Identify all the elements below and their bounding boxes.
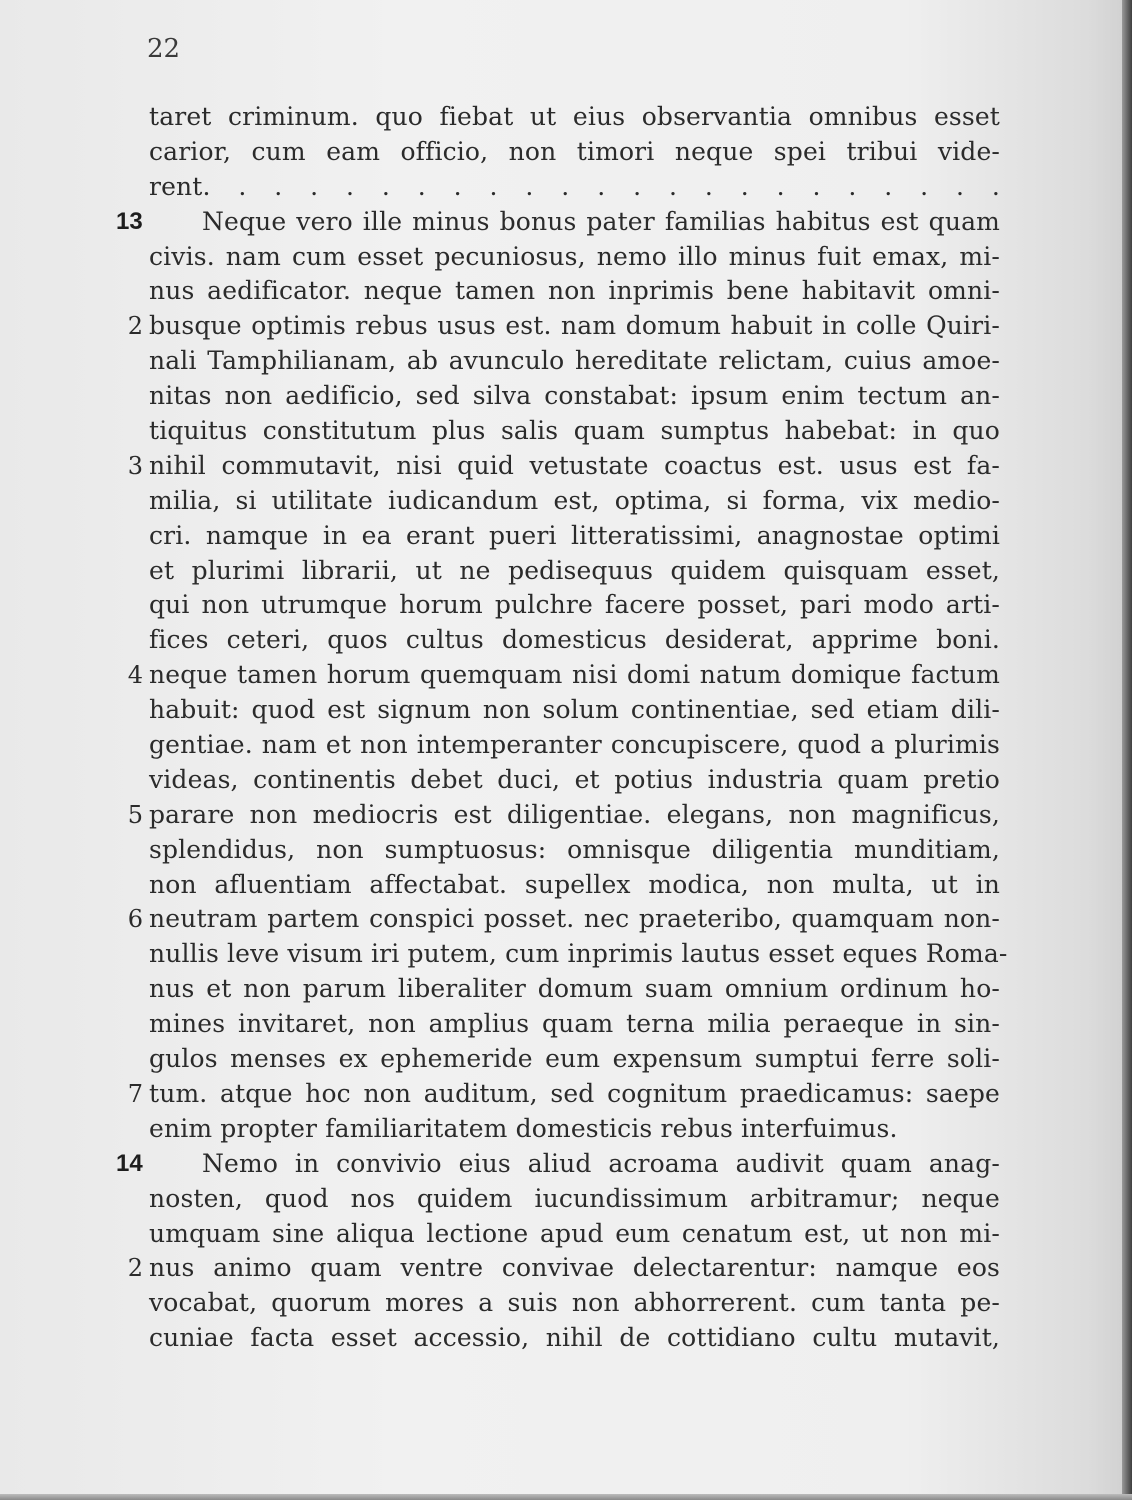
text-line bbox=[0, 1042, 1132, 1077]
line-text: parare non mediocris est diligentiae. elegans, non magnificus, bbox=[149, 799, 1000, 829]
line-text: qui non utrumque horum pulchre facere posset, pari modo arti- bbox=[149, 590, 1000, 620]
line-text: non afluentiam affectabat. supellex modica, non multa, ut in bbox=[149, 869, 1000, 899]
text-line bbox=[0, 205, 1132, 240]
text-line bbox=[0, 1251, 1132, 1286]
line-text: gulos menses ex ephemeride eum expensum sumptui ferre soli- bbox=[149, 1044, 1000, 1074]
line-text: busque optimis rebus usus est. nam domum habuit in colle Quiri- bbox=[149, 311, 1000, 341]
text-line bbox=[0, 484, 1132, 519]
line-text: nosten, quod nos quidem iucundissimum arbitramur; neque bbox=[149, 1183, 1000, 1213]
line-text: habuit: quod est signum non solum continentiae, sed etiam dili- bbox=[149, 695, 1000, 725]
line-text: nullis leve visum iri putem, cum inprimis lautus esset eques Roma- bbox=[149, 939, 1008, 969]
section-number: 7 bbox=[127, 1079, 143, 1108]
text-line bbox=[0, 240, 1132, 275]
line-text: neutram partem conspici posset. nec praeteribo, quamquam non- bbox=[149, 904, 1000, 934]
text-line bbox=[0, 554, 1132, 589]
line-text: nitas non aedificio, sed silva constabat: ipsum enim tectum an- bbox=[149, 381, 1000, 411]
page-number: 22 bbox=[147, 34, 181, 64]
text-line bbox=[0, 1112, 1132, 1147]
chapter-number: 13 bbox=[116, 207, 143, 235]
line-text: tum. atque hoc non auditum, sed cognitum praedicamus: saepe bbox=[149, 1078, 1000, 1108]
line-text: taret criminum. quo fiebat ut eius observantia omnibus esset bbox=[149, 102, 1000, 131]
text-line bbox=[0, 1147, 1132, 1182]
line-text: Nemo in convivio eius aliud acroama audivit quam anag- bbox=[202, 1148, 1000, 1178]
line-text: et plurimi librarii, ut ne pedisequus quidem quisquam esset, bbox=[149, 555, 1000, 585]
page-bottom-edge bbox=[0, 1494, 1132, 1500]
text-line bbox=[0, 1321, 1132, 1356]
section-number: 5 bbox=[127, 800, 143, 829]
line-text: umquam sine aliqua lectione apud eum cenatum est, ut non mi- bbox=[149, 1218, 1000, 1248]
section-number: 3 bbox=[127, 451, 143, 480]
text-line bbox=[0, 1182, 1132, 1217]
line-text: nali Tamphilianam, ab avunculo hereditate relictam, cuius amoe- bbox=[149, 346, 1000, 376]
line-text: cri. namque in ea erant pueri litteratissimi, anagnostae optimi bbox=[149, 520, 1000, 550]
text-line bbox=[0, 763, 1132, 798]
line-text: tiquitus constitutum plus salis quam sumptus habebat: in quo bbox=[149, 416, 1000, 446]
text-line bbox=[0, 623, 1132, 658]
text-line bbox=[0, 1217, 1132, 1252]
line-text: gentiae. nam et non intemperanter concupiscere, quod a plurimis bbox=[149, 730, 1000, 760]
section-number: 4 bbox=[127, 661, 143, 690]
text-line bbox=[0, 798, 1132, 833]
text-line bbox=[0, 379, 1132, 414]
text-line bbox=[0, 868, 1132, 903]
section-number: 2 bbox=[127, 1254, 143, 1283]
body-text bbox=[0, 100, 1132, 1356]
line-text: nus aedificator. neque tamen non inprimis bene habitavit omni- bbox=[149, 276, 1000, 306]
text-line bbox=[0, 728, 1132, 763]
text-line bbox=[0, 693, 1132, 728]
text-line bbox=[0, 1286, 1132, 1321]
line-text: splendidus, non sumptuosus: omnisque diligentia munditiam, bbox=[149, 834, 1000, 864]
line-text: carior, cum eam officio, non timori neque spei tribui vide- bbox=[149, 136, 1000, 166]
text-line bbox=[0, 135, 1132, 170]
line-text: vocabat, quorum mores a suis non abhorrerent. cum tanta pe- bbox=[149, 1288, 1000, 1318]
text-line bbox=[0, 972, 1132, 1007]
line-text: nus animo quam ventre convivae delectarentur: namque eos bbox=[149, 1253, 1000, 1283]
text-line bbox=[0, 519, 1132, 554]
text-line bbox=[0, 414, 1132, 449]
line-text: enim propter familiaritatem domesticis rebus interfuimus. bbox=[149, 1113, 898, 1143]
line-text: rent. . . . . . . . . . . . . . . . . . . . . . . bbox=[149, 171, 1000, 201]
line-text: civis. nam cum esset pecuniosus, nemo illo minus fuit emax, mi- bbox=[149, 241, 1000, 271]
text-line bbox=[0, 170, 1132, 205]
chapter-number: 14 bbox=[116, 1149, 143, 1177]
section-number: 6 bbox=[127, 905, 143, 934]
line-text: nus et non parum liberaliter domum suam omnium ordinum ho- bbox=[149, 974, 1000, 1004]
line-text: cuniae facta esset accessio, nihil de cottidiano cultu mutavit, bbox=[149, 1323, 1000, 1353]
line-text: nihil commutavit, nisi quid vetustate coactus est. usus est fa- bbox=[149, 450, 1000, 480]
line-text: videas, continentis debet duci, et potius industria quam pretio bbox=[149, 764, 1000, 794]
text-line bbox=[0, 100, 1132, 135]
text-line bbox=[0, 344, 1132, 379]
text-line bbox=[0, 588, 1132, 623]
line-text: fices ceteri, quos cultus domesticus desiderat, apprime boni. bbox=[149, 625, 1000, 655]
line-text: mines invitaret, non amplius quam terna milia peraeque in sin- bbox=[149, 1009, 1000, 1039]
text-line bbox=[0, 309, 1132, 344]
text-line bbox=[0, 937, 1132, 972]
line-text: Neque vero ille minus bonus pater familias habitus est quam bbox=[202, 206, 1000, 236]
line-text: milia, si utilitate iudicandum est, optima, si forma, vix medio- bbox=[149, 485, 1000, 515]
text-line bbox=[0, 449, 1132, 484]
line-text: neque tamen horum quemquam nisi domi natum domique factum bbox=[149, 660, 1000, 690]
text-line bbox=[0, 902, 1132, 937]
text-line bbox=[0, 1077, 1132, 1112]
section-number: 2 bbox=[127, 312, 143, 341]
text-line bbox=[0, 833, 1132, 868]
text-line bbox=[0, 658, 1132, 693]
text-line bbox=[0, 1007, 1132, 1042]
text-line bbox=[0, 274, 1132, 309]
